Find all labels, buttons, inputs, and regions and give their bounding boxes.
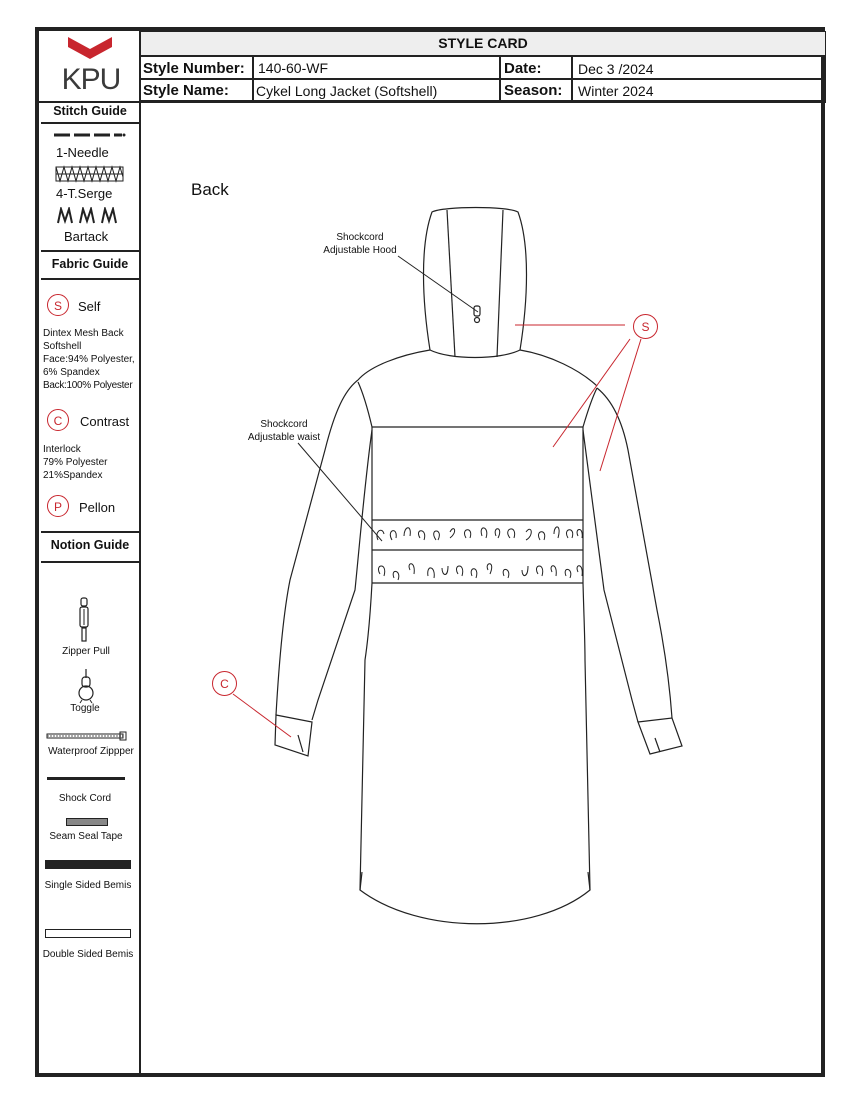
self-desc-line: Face:94% Polyester,	[43, 354, 135, 365]
double-sided-bemis-swatch	[45, 929, 131, 938]
fabric-guide-title: Fabric Guide	[51, 257, 129, 271]
season-label-cell	[500, 79, 572, 101]
style-name-cell	[253, 79, 500, 101]
stitch-label-bartack: Bartack	[64, 229, 109, 244]
contrast-desc-line: 21%Spandex	[43, 470, 103, 481]
divider	[41, 561, 139, 563]
zipper-pull-icon	[74, 597, 94, 643]
style-name-value: Cykel Long Jacket (Softshell)	[256, 83, 438, 99]
divider	[41, 531, 139, 533]
self-desc-line: Dintex Mesh Back	[43, 328, 124, 339]
style-card-title-cell	[140, 31, 826, 56]
callout-waist-line: Shockcord	[260, 419, 308, 430]
self-fabric-callout-marker: S	[633, 314, 658, 339]
notion-label-seam-seal-tape: Seam Seal Tape	[49, 831, 123, 842]
notion-label-single-sided-bemis: Single Sided Bemis	[44, 880, 132, 891]
divider	[41, 122, 139, 124]
notion-guide-title: Notion Guide	[50, 538, 130, 552]
style-name-label: Style Name:	[143, 82, 229, 99]
seam-seal-tape-swatch	[66, 818, 108, 826]
brand-wordmark: KPU	[61, 63, 121, 96]
callout-hood-line: Shockcord	[336, 232, 384, 243]
callout-hood	[300, 231, 420, 257]
style-number-label-cell	[140, 56, 253, 79]
season-value: Winter 2024	[578, 83, 654, 99]
kpu-logo-icon	[68, 37, 112, 63]
divider	[41, 250, 139, 252]
stitch-guide-title: Stitch Guide	[53, 104, 127, 118]
contrast-desc-line: Interlock	[43, 444, 81, 455]
divider	[41, 278, 139, 280]
style-name-label-cell	[140, 79, 253, 101]
date-label-cell	[500, 56, 572, 79]
callout-hood-line: Adjustable Hood	[323, 245, 397, 256]
single-sided-bemis-swatch	[45, 860, 131, 869]
self-fabric-description	[43, 327, 143, 392]
self-desc-line: Softshell	[43, 341, 82, 352]
date-value: Dec 3 /2024	[578, 61, 654, 77]
view-label: Back	[191, 180, 229, 199]
notion-label-waterproof-zipper: Waterproof Zippper	[48, 746, 134, 757]
shock-cord-swatch	[47, 777, 125, 780]
date-cell	[572, 56, 826, 79]
pellon-marker: P	[47, 495, 69, 517]
stitch-label-serge: 4-T.Serge	[56, 186, 113, 201]
self-desc-line: 6% Spandex	[43, 367, 100, 378]
notion-label-double-sided-bemis: Double Sided Bemis	[42, 949, 134, 960]
style-card-title: STYLE CARD	[438, 35, 528, 51]
notion-label-shock-cord: Shock Cord	[58, 793, 112, 804]
waterproof-zipper-icon	[46, 731, 128, 741]
serge-stitch-icon	[55, 165, 125, 183]
season-cell	[572, 79, 826, 101]
self-fabric-marker: S	[47, 294, 69, 316]
contrast-fabric-callout-marker: C	[212, 671, 237, 696]
callout-waist-line: Adjustable waist	[247, 432, 321, 443]
notion-label-toggle: Toggle	[70, 703, 100, 714]
single-needle-stitch-icon	[52, 130, 127, 140]
contrast-desc-line: 79% Polyester	[43, 457, 108, 468]
toggle-icon	[76, 668, 96, 704]
contrast-fabric-description	[43, 443, 139, 482]
self-fabric-name: Self	[78, 299, 101, 314]
contrast-fabric-name: Contrast	[80, 414, 130, 429]
jacket-back-flat-sketch	[141, 103, 825, 1075]
self-desc-line: Back:100% Polyester	[43, 380, 133, 391]
season-label: Season:	[504, 82, 563, 99]
stitch-label-1-needle: 1-Needle	[56, 145, 109, 160]
style-number-value: 140-60-WF	[258, 60, 329, 76]
style-number-label: Style Number:	[143, 60, 245, 77]
date-label: Date:	[504, 60, 542, 77]
pellon-name: Pellon	[79, 500, 116, 515]
callout-waist	[224, 418, 344, 444]
notion-label-zipper-pull: Zipper Pull	[62, 646, 110, 657]
style-number-cell	[253, 56, 500, 79]
bartack-stitch-icon	[56, 207, 122, 225]
contrast-fabric-marker: C	[47, 409, 69, 431]
